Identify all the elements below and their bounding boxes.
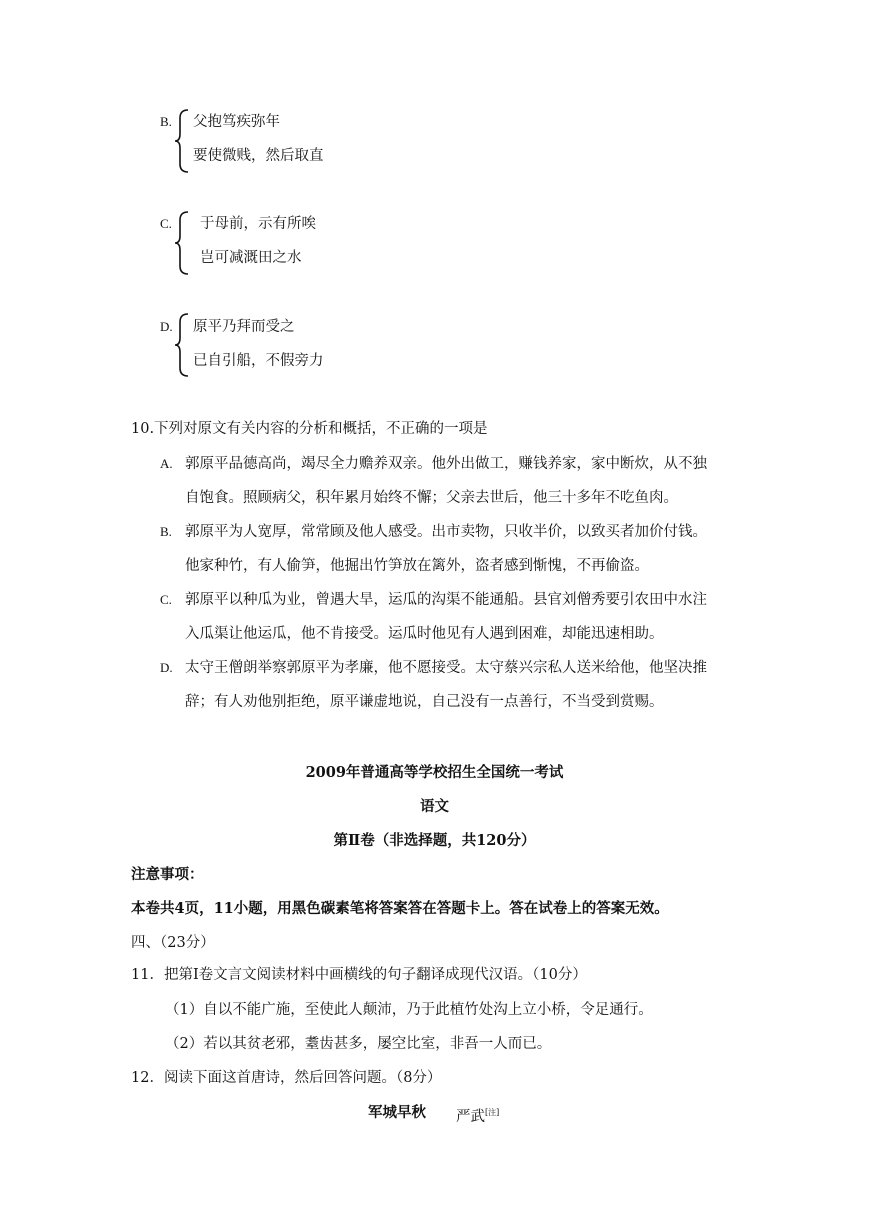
- option-line: 郭原平以种瓜为业，曾遇大旱，运瓜的沟渠不能通船。县官刘僧秀要引农田中水注: [185, 592, 707, 608]
- option-label: C.: [160, 216, 172, 231]
- brace-icon: [174, 312, 190, 378]
- option-label: D.: [160, 319, 173, 334]
- question-12-stem: 12．阅读下面这首唐诗，然后回答问题。（8分）: [131, 1070, 442, 1086]
- brace-icon: [174, 108, 190, 174]
- option-line: 郭原平为人宽厚，常常顾及他人感受。出市卖物，只收半价，以致买者加价付钱。: [185, 524, 707, 540]
- option-line: 郭原平品德高尚，竭尽全力赡养双亲。他外出做工，赚钱养家，家中断炊，从不独: [185, 456, 707, 472]
- option-line: 自饱食。照顾病父，积年累月始终不懈；父亲去世后，他三十多年不吃鱼肉。: [185, 490, 678, 506]
- option-line: 已自引船，不假旁力: [193, 353, 324, 369]
- poem-author: [456, 1104, 499, 1126]
- option-line: 入瓜渠让他运瓜，他不肯接受。运瓜时他见有人遇到困难，却能迅速相助。: [185, 626, 664, 642]
- poem-title: 军城早秋: [368, 1104, 426, 1121]
- option-line: 于母前，示有所唉: [200, 216, 316, 232]
- question-11-item: （2）若以其贫老邪，耋齿甚多，屡空比室，非吾一人而已。: [165, 1036, 552, 1052]
- option-label: B.: [160, 524, 172, 539]
- question-11-stem: 11．把第Ⅰ卷文言文阅读材料中画横线的句子翻译成现代汉语。（10分）: [131, 967, 587, 983]
- option-label: C.: [160, 592, 172, 607]
- brace-icon: [174, 210, 190, 276]
- option-line: 岂可减溉田之水: [200, 250, 302, 266]
- option-label: A.: [160, 456, 173, 471]
- notice-heading: 注意事项：: [131, 866, 204, 883]
- option-line: 辞；有人劝他别拒绝，原平谦虚地说，自己没有一点善行，不当受到赏赐。: [185, 694, 664, 710]
- exam-subject: 语文: [420, 798, 449, 815]
- option-label: D.: [160, 660, 173, 675]
- exam-title: 2009年普通高等学校招生全国统一考试: [305, 764, 564, 781]
- option-line: 原平乃拜而受之: [193, 319, 295, 335]
- poem-note-mark: [注]: [485, 1108, 500, 1117]
- question-11-item: （1）自以不能广施，至使此人颠沛，乃于此植竹处沟上立小桥，令足通行。: [165, 1002, 653, 1018]
- option-line: 父抱笃疾弥年: [193, 114, 280, 130]
- option-line: 要使微贱，然后取直: [193, 148, 324, 164]
- option-line: 他家种竹，有人偷笋，他掘出竹笋放在篱外，盗者感到惭愧，不再偷盗。: [185, 558, 649, 574]
- question-10-stem: 10.下列对原文有关内容的分析和概括，不正确的一项是: [131, 421, 488, 437]
- notice-text: 本卷共4页，11小题，用黑色碳素笔将答案答在答题卡上。答在试卷上的答案无效。: [131, 900, 669, 917]
- option-line: 太守王僧朗举察郭原平为孝廉，他不愿接受。太守蔡兴宗私人送米给他，他坚决推: [185, 660, 707, 676]
- section-heading: 四、（23分）: [131, 935, 215, 951]
- poem-author-name: 严武: [456, 1108, 485, 1125]
- option-label: B.: [160, 114, 172, 129]
- exam-volume: 第Ⅱ卷（非选择题，共120分）: [333, 832, 536, 849]
